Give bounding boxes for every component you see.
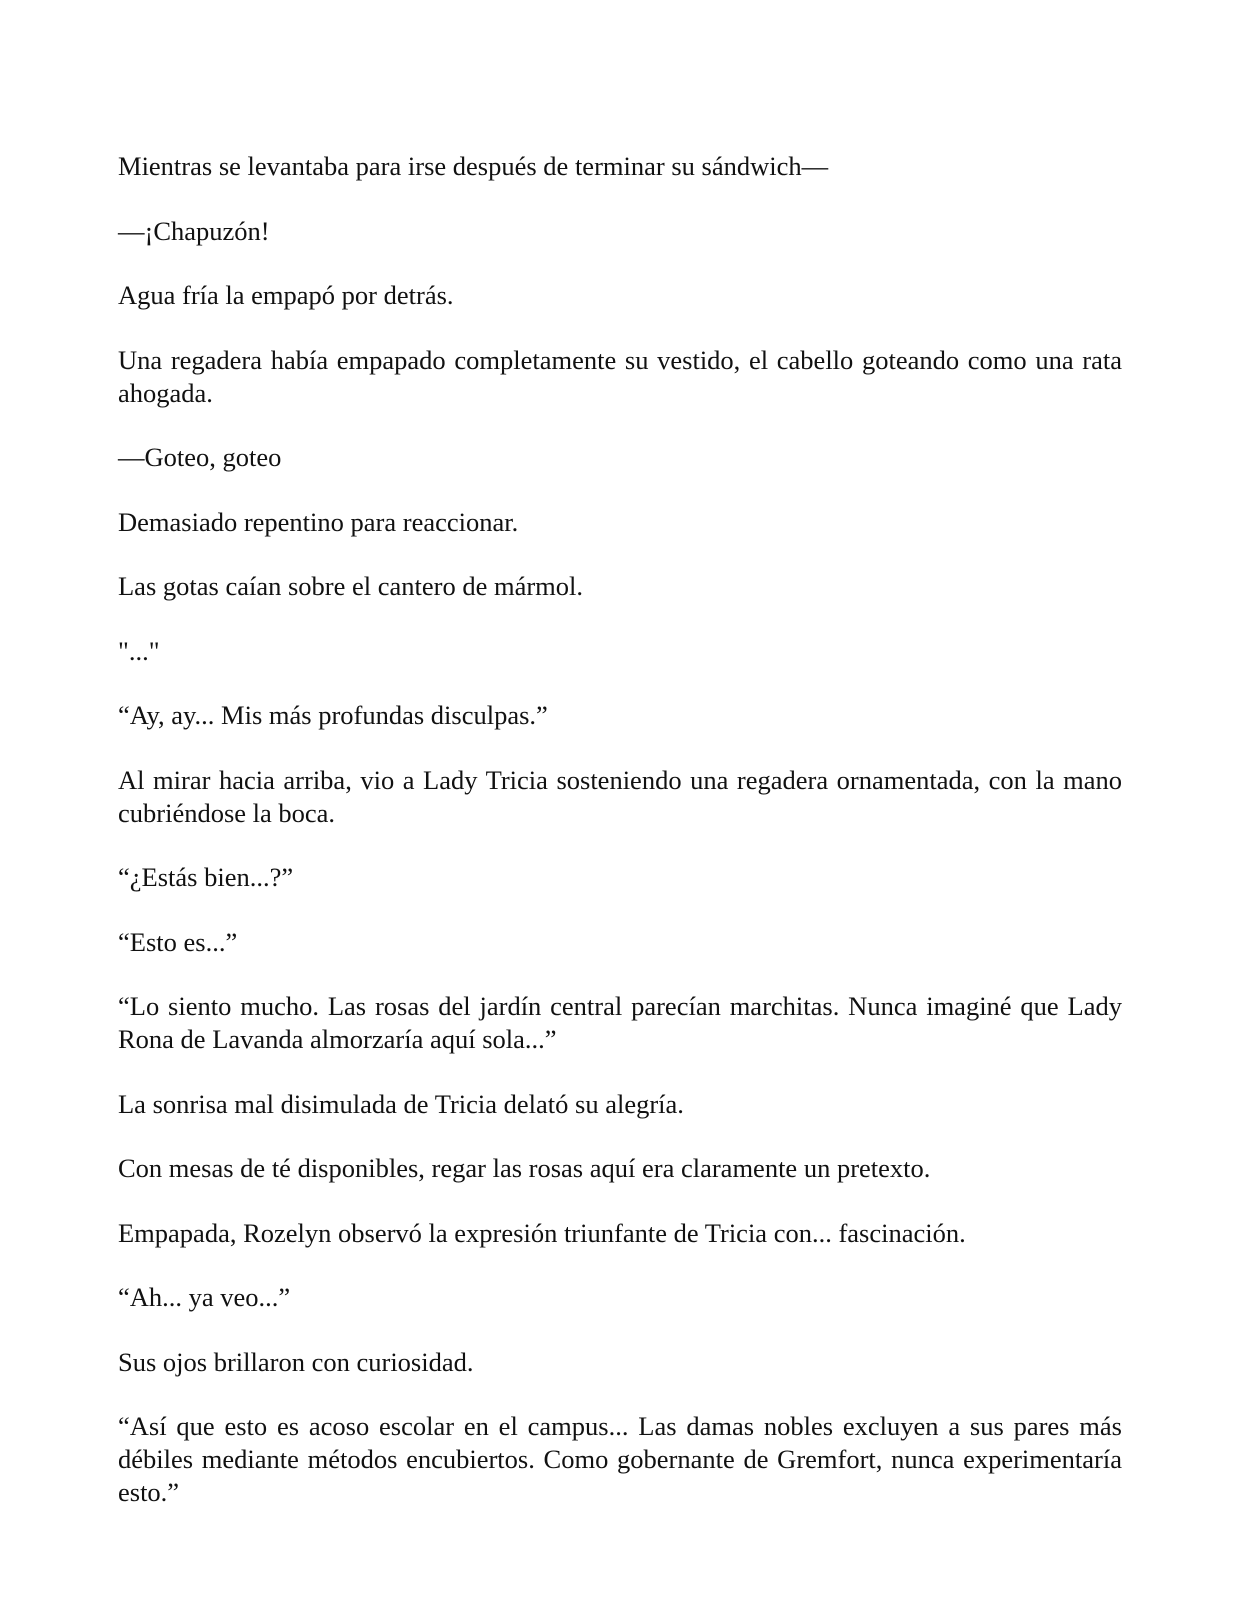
- paragraph: “¿Estás bien...?”: [118, 862, 294, 892]
- paragraph: Demasiado repentino para reaccionar.: [118, 506, 519, 537]
- paragraph: Sus ojos brillaron con curiosidad.: [118, 1346, 474, 1377]
- paragraph: Empapada, Rozelyn observó la expresión triunfante de Tricia con... fascinación.: [118, 1217, 966, 1248]
- paragraph: "...": [118, 635, 160, 666]
- paragraph: La sonrisa mal disimulada de Tricia delató su alegría.: [118, 1088, 684, 1119]
- paragraph: Una regadera había empapado completamente su vestido, el cabello goteando como una rata ahogada.: [118, 344, 1122, 408]
- paragraph: Con mesas de té disponibles, regar las rosas aquí era claramente un pretexto.: [118, 1153, 931, 1183]
- paragraph: Al mirar hacia arriba, vio a Lady Tricia sosteniendo una regadera ornamentada, con la mano cubriéndose la boca.: [118, 764, 1122, 828]
- paragraph: Las gotas caían sobre el cantero de mármol.: [118, 571, 584, 601]
- paragraph: “Ay, ay... Mis más profundas disculpas.”: [118, 700, 548, 730]
- paragraph: “Esto es...”: [118, 926, 238, 957]
- paragraph: —Goteo, goteo: [118, 442, 282, 472]
- paragraph: “Ah... ya veo...”: [118, 1282, 291, 1312]
- paragraph: Mientras se levantaba para irse después de terminar su sándwich—: [118, 151, 829, 181]
- paragraph: Agua fría la empapó por detrás.: [118, 280, 454, 310]
- paragraph: “Así que esto es acoso escolar en el campus... Las damas nobles excluyen a sus pares más débiles mediante métodos encubiertos. Como gobernante de Gremfort, nunca experimentaría esto.”: [118, 1411, 1122, 1507]
- document-body: [118, 150, 1122, 1509]
- paragraph: —¡Chapuzón!: [118, 215, 270, 246]
- paragraph: “Lo siento mucho. Las rosas del jardín central parecían marchitas. Nunca imaginé que Lady Rona de Lavanda almorzaría aquí sola...”: [118, 991, 1122, 1054]
